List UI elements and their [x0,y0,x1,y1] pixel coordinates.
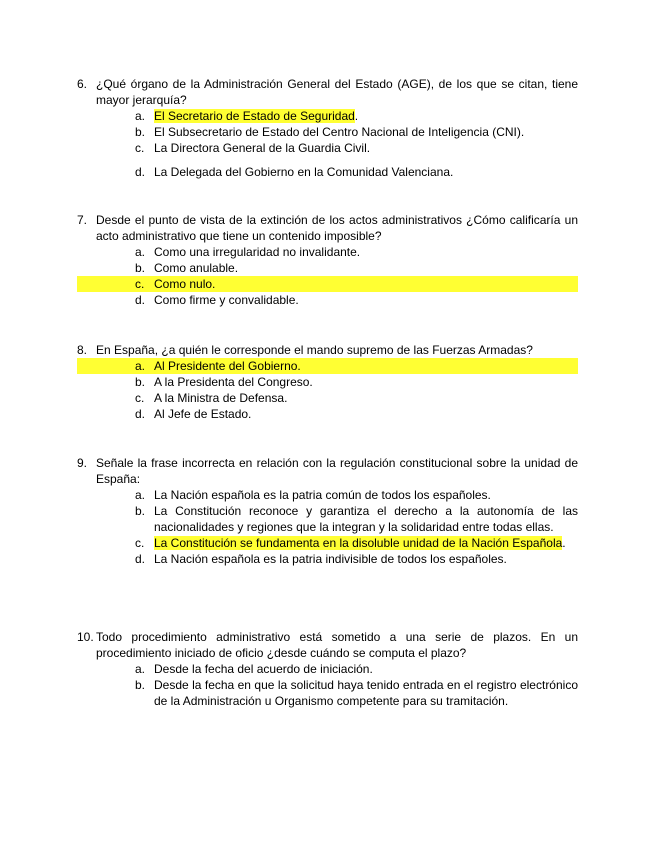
question-6 [77,76,578,180]
option-text: El Subsecretario de Estado del Centro Nacional de Inteligencia (CNI). [154,125,525,139]
options-list [77,108,578,180]
option-letter: d. [135,293,146,307]
option-b [77,260,578,276]
option-suffix: . [562,536,566,550]
option-text: Como una irregularidad no invalidante. [154,245,361,259]
question-number: 10. [77,630,94,644]
options-list [77,487,578,567]
option-a [77,661,578,677]
highlighted-answer: El Secretario de Estado de Seguridad [154,109,355,123]
highlighted-answer: Como nulo. [154,277,216,291]
option-b [77,677,578,709]
option-c [77,390,578,406]
option-a [77,108,578,124]
option-c [77,535,578,551]
option-d [77,406,578,422]
option-letter: a. [135,488,146,502]
option-letter: a. [135,245,146,259]
option-letter: b. [135,261,146,275]
options-list [77,244,578,308]
option-text: Desde la fecha del acuerdo de iniciación. [154,662,373,676]
option-c [77,140,578,156]
option-letter: c. [135,536,145,550]
question-10 [77,629,578,709]
question-7 [77,212,578,308]
options-list [77,661,578,709]
option-b [77,124,578,140]
question-number: 9. [77,456,88,470]
option-letter: a. [135,662,146,676]
highlighted-answer: La Constitución se fundamenta en la disoluble unidad de la Nación Española [154,536,563,550]
question-number: 6. [77,77,88,91]
question-number: 7. [77,213,88,227]
option-letter: b. [135,125,146,139]
option-text: Al Jefe de Estado. [154,407,252,421]
question-text: Desde el punto de vista de la extinción de los actos administrativos ¿Cómo calificaría un acto administrativo que tiene un contenido imposible? [96,213,578,243]
option-b [77,503,578,535]
option-a [77,244,578,260]
option-a [77,487,578,503]
option-text: La Nación española es la patria indivisible de todos los españoles. [154,552,507,566]
option-text: La Delegada del Gobierno en la Comunidad Valenciana. [154,165,454,179]
question-number: 8. [77,343,88,357]
option-letter: c. [135,277,145,291]
option-letter: b. [135,678,146,692]
option-letter: d. [135,407,146,421]
option-d [77,164,578,180]
option-d [77,551,578,567]
option-c [77,276,578,292]
question-text: Señale la frase incorrecta en relación con la regulación constitucional sobre la unidad de España: [96,456,578,486]
option-text: A la Presidenta del Congreso. [154,375,313,389]
option-letter: c. [135,391,145,405]
option-letter: a. [135,109,146,123]
question-8 [77,342,578,422]
highlighted-answer: Al Presidente del Gobierno. [154,359,301,373]
option-letter: d. [135,552,146,566]
option-text: Como firme y convalidable. [154,293,299,307]
option-letter: b. [135,375,146,389]
option-text: La Constitución reconoce y garantiza el derecho a la autonomía de las nacionalidades y regiones que la integran y la solidaridad entre todas ellas. [154,504,578,534]
option-text: A la Ministra de Defensa. [154,391,288,405]
option-a [77,358,578,374]
question-9 [77,455,578,567]
option-text: La Directora General de la Guardia Civil. [154,141,371,155]
option-letter: c. [135,141,145,155]
option-d [77,292,578,308]
option-text: Como anulable. [154,261,239,275]
question-text: ¿Qué órgano de la Administración General del Estado (AGE), de los que se citan, tiene mayor jerarquía? [96,77,578,107]
option-letter: a. [135,359,146,373]
option-b [77,374,578,390]
options-list [77,358,578,422]
option-letter: b. [135,504,146,518]
option-text: Desde la fecha en que la solicitud haya tenido entrada en el registro electrónico de la Administración u Organismo competente para su tramitación. [154,678,578,708]
question-text: Todo procedimiento administrativo está sometido a una serie de plazos. En un procedimiento iniciado de oficio ¿desde cuándo se computa el plazo? [96,630,578,660]
option-text: La Nación española es la patria común de todos los españoles. [154,488,491,502]
question-text: En España, ¿a quién le corresponde el mando supremo de las Fuerzas Armadas? [96,343,533,357]
option-letter: d. [135,165,146,179]
option-suffix: . [354,109,359,123]
